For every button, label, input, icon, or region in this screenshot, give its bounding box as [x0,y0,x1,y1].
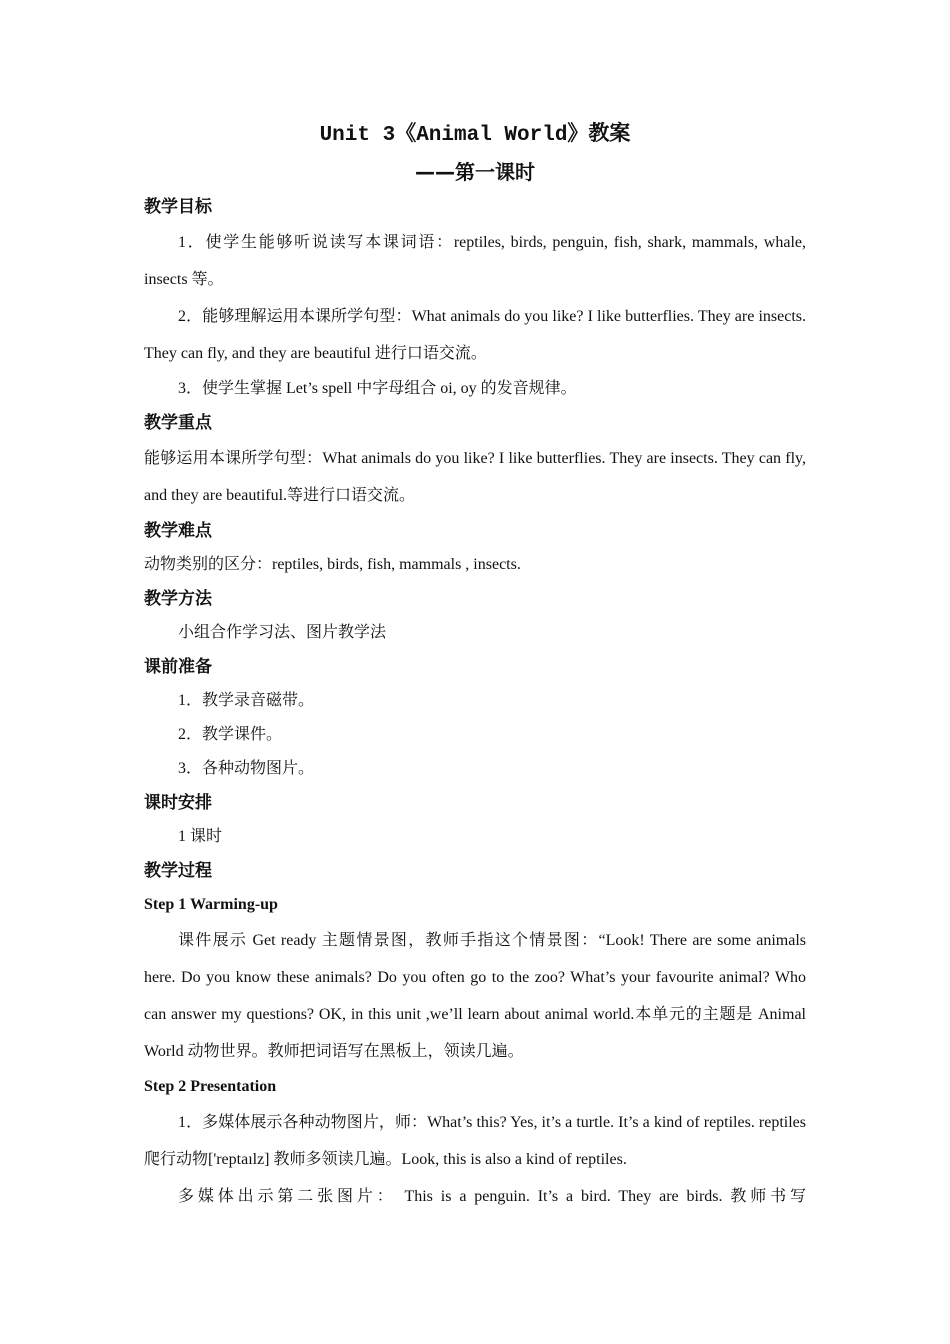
goal-item: 3．使学生掌握 Let’s spell 中字母组合 oi, oy 的发音规律。 [178,380,577,397]
prep-item: 3．各种动物图片。 [178,760,315,777]
step1-title: Step 1 Warming-up [144,896,278,913]
step2-text: 多媒体出示第二张图片： This is a penguin. It’s a bird. They are birds. 教师书写 [178,1188,806,1205]
step1-text: 课件展示 Get ready 主题情景图，教师手指这个情景图：“Look! There are some animals here. Do you know these animals? Do you often go to the zoo? What’s your favourite animal? Who can answer my questions? OK, in this unit ,we’ll learn about animal world.本单元的主题是 Animal World 动物世界。教师把词语写在黑板上，领读几遍。 [144,932,806,1060]
step2-title: Step 2 Presentation [144,1078,277,1095]
prep-item: 1．教学录音磁带。 [178,692,315,709]
step2-text: 1．多媒体展示各种动物图片，师：What’s this? Yes, it’s a turtle. It’s a kind of reptiles. reptiles 爬行动物['reptaılz] 教师多领读几遍。Look, this is also a kind of reptiles. [144,1114,806,1168]
goals-heading: 教学目标 [144,197,212,217]
goal-item: 1．使学生能够听说读写本课词语：reptiles, birds, penguin, fish, shark, mammals, whale, insects 等。 [144,234,806,288]
prep-item: 2．教学课件。 [178,726,283,743]
goal-item: 2．能够理解运用本课所学句型：What animals do you like? I like butterflies. They are insects. They can fly, and they are beautiful 进行口语交流。 [144,308,806,362]
key-heading: 教学重点 [144,413,212,433]
method-heading: 教学方法 [144,589,212,609]
method-text: 小组合作学习法、图片教学法 [178,624,387,641]
schedule-heading: 课时安排 [144,793,212,813]
key-text: 能够运用本课所学句型：What animals do you like? I like butterflies. They are insects. They can fly, and they are beautiful.等进行口语交流。 [144,450,806,504]
process-heading: 教学过程 [144,861,212,881]
schedule-text: 1 课时 [178,828,223,845]
document-page [144,118,806,1215]
difficult-text: 动物类别的区分：reptiles, birds, fish, mammals , insects. [144,556,521,573]
prep-heading: 课前准备 [144,657,212,677]
difficult-heading: 教学难点 [144,521,212,541]
page-subtitle: ——第一课时 [415,160,535,184]
page-title: Unit 3《Animal World》教案 [319,124,631,147]
